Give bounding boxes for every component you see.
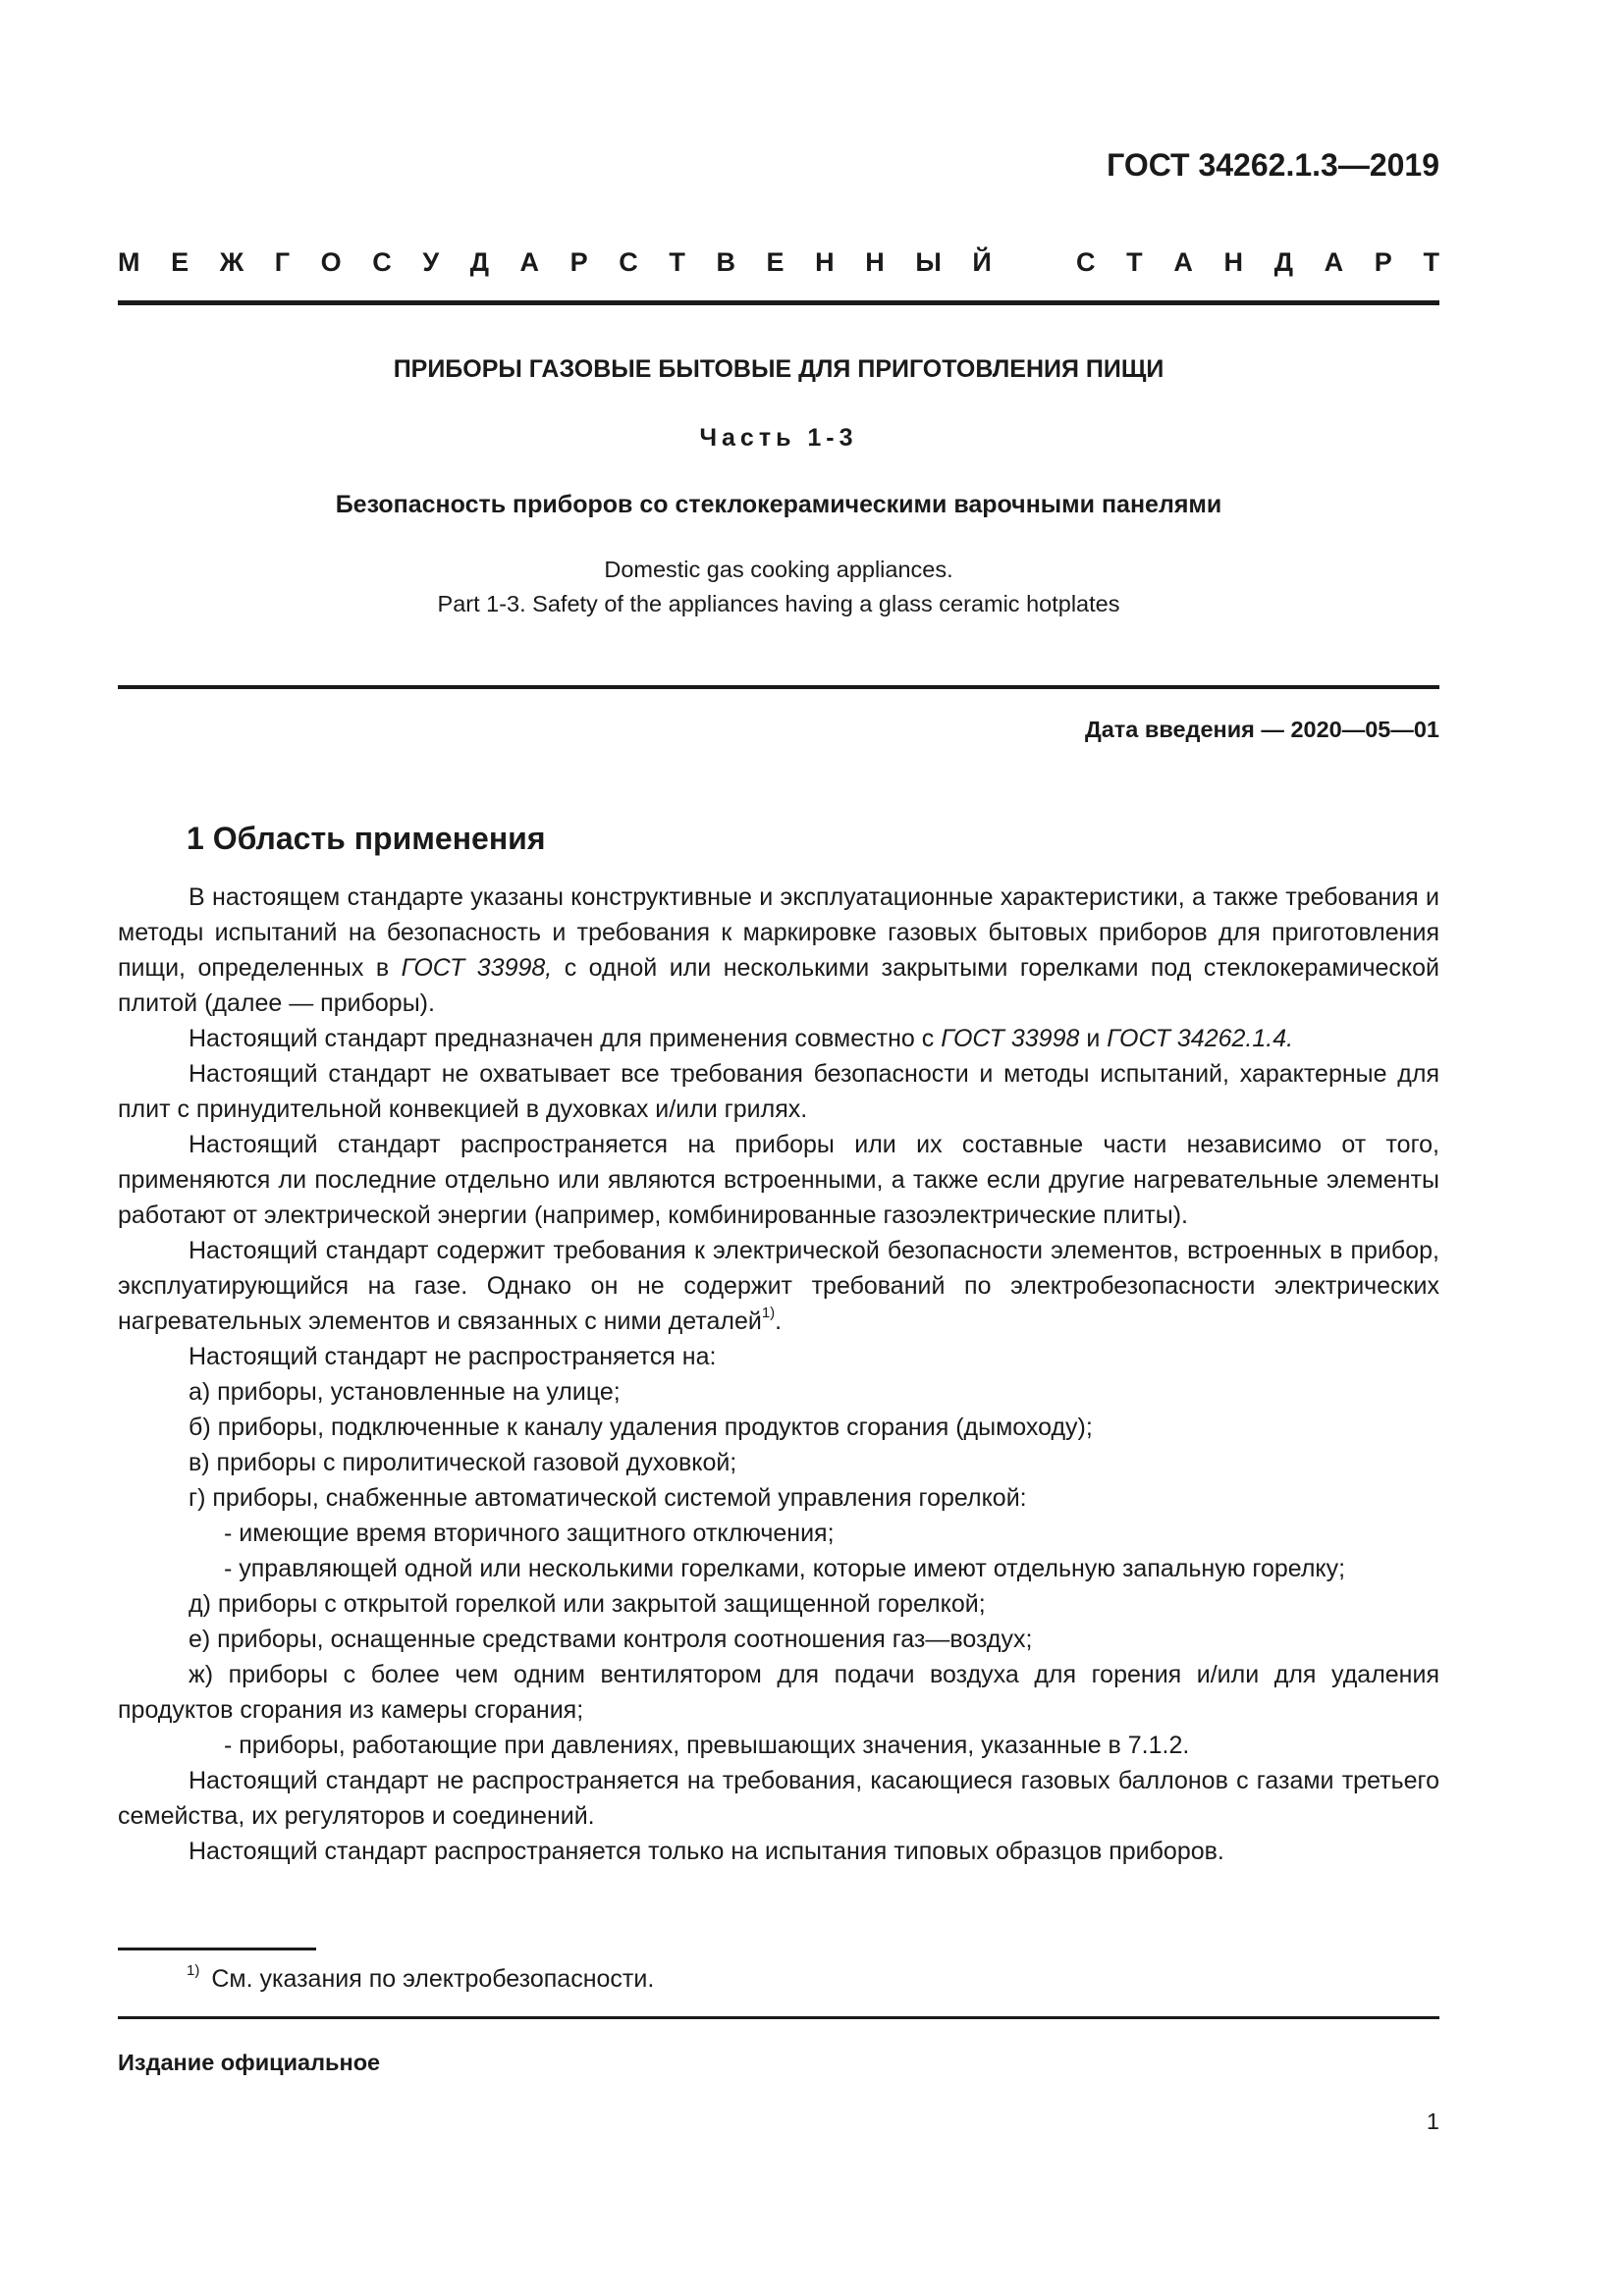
paragraph: Настоящий стандарт распространяется на приборы или их составные части независимо от того, применяются ли последние отдельно или являются встроенными, а также если другие нагревательные элементы работают от электрической энергии (например, комбинированные газоэлектрические плиты). <box>118 1131 1439 1229</box>
paragraph-text: Настоящий стандарт содержит требования к электрической безопасности элементов, встроенных в прибор, эксплуатирующийся на газе. Однако он не содержит требований по электробезопасности электрических нагревательных элементов и связанных с ними деталей <box>118 1237 1439 1335</box>
letter: С <box>372 247 392 277</box>
footnote-marker: 1) <box>187 1962 200 1979</box>
letter: Т <box>1126 247 1143 277</box>
introduction-date: Дата введения — 2020—05—01 <box>1084 717 1439 742</box>
letter: Н <box>815 247 835 277</box>
paragraph: Настоящий стандарт распространяется только на испытания типовых образцов приборов. <box>189 1838 1224 1865</box>
letter: Т <box>1423 247 1439 277</box>
letter: Д <box>469 247 489 277</box>
document-part: Часть 1-3 <box>699 424 858 452</box>
letter: Н <box>865 247 885 277</box>
list-item: е) приборы, оснащенные средствами контроля соотношения газ—воздух; <box>189 1626 1033 1653</box>
letter: О <box>320 247 342 277</box>
document-subtitle: Безопасность приборов со стеклокерамическими варочными панелями <box>335 491 1222 518</box>
section-body <box>118 880 1439 1869</box>
footnote-text: См. указания по электробезопасности. <box>211 1965 655 1993</box>
english-title-line-1: Domestic gas cooking appliances. <box>604 557 953 582</box>
standard-reference: ГОСТ 34262.1.4. <box>1107 1025 1294 1052</box>
list-item: ж) приборы с более чем одним вентилятором для подачи воздуха для горения и/или для удаления продуктов сгорания из камеры сгорания; <box>118 1661 1439 1724</box>
edition-label: Издание официальное <box>118 2050 381 2075</box>
english-title-line-2: Part 1-3. Safety of the appliances having a glass ceramic hotplates <box>437 591 1120 616</box>
paragraph <box>118 1021 1439 1056</box>
sub-list-item: - приборы, работающие при давлениях, превышающих значения, указанные в 7.1.2. <box>224 1732 1190 1759</box>
letter: А <box>519 247 540 277</box>
letter: Д <box>1273 247 1293 277</box>
letter: Т <box>669 247 685 277</box>
standard-reference: ГОСТ 33998 <box>941 1025 1080 1052</box>
letter: А <box>1173 247 1193 277</box>
title-rule <box>118 685 1439 689</box>
letter: М <box>118 247 140 277</box>
standard-kind-word-2 <box>1076 247 1439 278</box>
paragraph: Настоящий стандарт не распространяется на требования, касающиеся газовых баллонов с газами третьего семейства, их регуляторов и соединений. <box>118 1767 1439 1830</box>
footnote-marker: 1) <box>761 1305 776 1321</box>
sub-list-item: - имеющие время вторичного защитного отключения; <box>224 1520 835 1547</box>
page-number: 1 <box>1426 2109 1439 2134</box>
paragraph-text: с одной или несколькими закрытыми горелками под стеклокерамической плитой (далее — приборы). <box>118 954 1439 1017</box>
list-item: г) приборы, снабженные автоматической системой управления горелкой: <box>189 1484 1027 1512</box>
letter: Ы <box>915 247 942 277</box>
letter: Г <box>274 247 291 277</box>
letter: Й <box>972 247 992 277</box>
letter: В <box>716 247 735 277</box>
standard-kind-word-1 <box>118 247 992 278</box>
standard-reference: ГОСТ 33998, <box>401 954 553 982</box>
header-rule <box>118 300 1439 305</box>
footnote-separator <box>118 1948 316 1950</box>
letter: Ж <box>219 247 244 277</box>
section-heading: 1 Область применения <box>187 821 546 856</box>
document-title: ПРИБОРЫ ГАЗОВЫЕ БЫТОВЫЕ ДЛЯ ПРИГОТОВЛЕНИЯ ПИЩИ <box>393 355 1164 383</box>
list-item: б) приборы, подключенные к каналу удаления продуктов сгорания (дымоходу); <box>189 1414 1093 1441</box>
paragraph-text: . <box>775 1308 783 1335</box>
paragraph-text: и <box>1079 1025 1108 1052</box>
paragraph: Настоящий стандарт не охватывает все требования безопасности и методы испытаний, характерные для плит с принудительной конвекцией в духовках и/или грилях. <box>118 1060 1439 1123</box>
list-item: д) приборы с открытой горелкой или закрытой защищенной горелкой; <box>189 1590 986 1618</box>
list-item: в) приборы с пиролитической газовой духовкой; <box>189 1449 737 1476</box>
letter: У <box>422 247 440 277</box>
letter: Р <box>1374 247 1392 277</box>
paragraph: Настоящий стандарт не распространяется на: <box>189 1343 717 1370</box>
letter: С <box>1076 247 1096 277</box>
letter: А <box>1324 247 1344 277</box>
letter: Е <box>766 247 785 277</box>
letter: Н <box>1223 247 1244 277</box>
paragraph <box>118 880 1439 1021</box>
footnote <box>187 1962 655 1994</box>
list-item: а) приборы, установленные на улице; <box>189 1378 621 1406</box>
standard-kind-heading <box>118 247 1439 278</box>
footer-rule <box>118 2016 1439 2019</box>
letter: Р <box>569 247 588 277</box>
letter: Е <box>171 247 189 277</box>
sub-list-item: - управляющей одной или несколькими горелками, которые имеют отдельную запальную горелку; <box>224 1555 1346 1582</box>
standard-number: ГОСТ 34262.1.3—2019 <box>1107 147 1439 183</box>
paragraph <box>118 1233 1439 1339</box>
paragraph-text: Настоящий стандарт предназначен для применения совместно с <box>189 1025 942 1052</box>
paragraph-text: В настоящем стандарте указаны конструктивные и эксплуатационные характеристики, а также требования и методы испытаний на безопасность и требования к маркировке газовых бытовых приборов для приготовления пищи, определенных в <box>118 883 1439 982</box>
letter: С <box>619 247 638 277</box>
english-title <box>118 553 1439 621</box>
